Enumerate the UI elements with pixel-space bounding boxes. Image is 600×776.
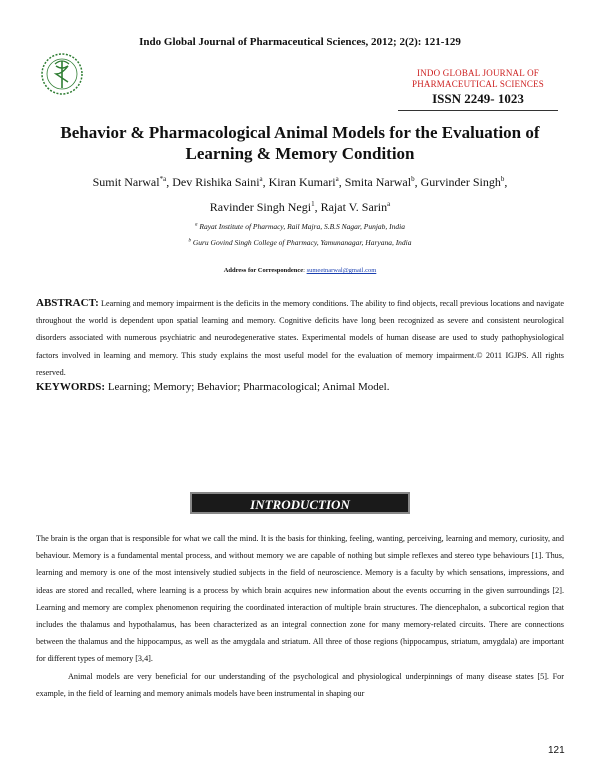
author-line-2: Ravinder Singh Negi$^1$, Rajat V. Sarin$^a$ [209, 200, 391, 214]
issn: ISSN 2249- 1023 [432, 91, 524, 106]
keywords-label: KEYWORDS: [36, 381, 106, 393]
affiliation-b [30, 238, 570, 247]
correspondence-email-link[interactable]: sumeetnarwal@gmail.com [306, 267, 377, 274]
caduceus-seal-icon [40, 52, 84, 96]
keywords [36, 381, 564, 393]
affiliation-sup: a [195, 222, 198, 228]
author-name: Smita Narwal [344, 175, 412, 189]
paragraph: Animal models are very beneficial for our understanding of the psychological and physiological underpinnings of many disease states [5]. For example, in the field of learning and memory animals models have been instrumental in shaping our [36, 671, 564, 698]
journal-masthead [398, 68, 558, 107]
author-name: Ravinder Singh Negi [209, 200, 312, 214]
author-name: Dev Rishika Saini [172, 175, 260, 189]
affiliation-text: Guru Govind Singh College of Pharmacy, Yamunanagar, Haryana, India [192, 238, 412, 247]
affiliation-a [30, 222, 570, 231]
author-sup: a [259, 175, 263, 183]
masthead-divider [398, 110, 558, 111]
journal-name-line1: INDO GLOBAL JOURNAL OF [417, 68, 539, 78]
author-list [30, 170, 570, 220]
correspondence-label: Address for Correspondence [223, 267, 304, 274]
running-head: Indo Global Journal of Pharmaceutical Sciences, 2012; 2(2): 121-129 [139, 36, 461, 48]
abstract [36, 295, 564, 381]
author-sup: b [500, 175, 505, 183]
author-sup: b [411, 175, 415, 183]
abstract-text: Learning and memory impairment is the deficits in the memory conditions. The ability to find objects, recall previous locations and navigate throughout the world is dependent upon spatial learning and memory. Cognitive deficits have long been recognized as severe and consistent neurological disorders associated with numerous psychiatric and neurodegenerative states. Experimental models of human disease are used to study pathophysiological factors involved in learning and memory. This study explains the most useful model for the evaluation of memory impairment.© 2011 IGJPS. All rights reserved. [36, 299, 565, 377]
section-heading-introduction: INTRODUCTION [190, 492, 410, 514]
title-line-1: Behavior & Pharmacological Animal Models for the Evaluation of [60, 123, 540, 142]
author-name: Kiran Kumari [268, 175, 336, 189]
author-name: Gurvinder Singh [420, 175, 501, 189]
author-name: Sumit Narwal [92, 175, 160, 189]
author-sup: *a [159, 175, 167, 183]
affiliation-sup: b [188, 238, 191, 244]
paper-title [30, 122, 570, 164]
page-number: 121 [548, 745, 565, 756]
correspondence: Address for Correspondence: sumeetnarwal@gmail.com [223, 267, 377, 274]
affiliation-text: Rayat Institute of Pharmacy, Rail Majra, S.B.S Nagar, Punjab, India [199, 222, 405, 231]
journal-name-line2: PHARMACEUTICAL SCIENCES [411, 79, 545, 89]
keywords-text: Learning; Memory; Behavior; Pharmacological; Animal Model. [107, 381, 390, 393]
author-name: Rajat V. Sarin [320, 200, 388, 214]
author-sup: a [335, 175, 339, 183]
paragraph: The brain is the organ that is responsible for what we call the mind. It is the basis for thinking, feeling, wanting, perceiving, learning and memory, curiosity, and behaviour. Memory is a fundamental mental process, and without memory we are capable of nothing but simple reflexes and stereo type behaviours [1]. Thus, learning and memory is one of the most intensively studied subjects in the field of neuroscience. Memory is a faculty by which sensations, impressions, and ideas are stored and recalled, where learning is a process by which brain acquires new information about the events occurring in the given surroundings [2]. Learning and memory are complex phenomenon requiring the coordinated interaction of multiple brain structures. The diencephalon, a subcortical region that includes the thalamus and hypothalamus, has been characterized as an integral connection zone for many memory-related circuits. There are connections between the thalamus and the hippocampus, as well as the amygdala and striatum. All three of those regions (hippocampus, striatum, amygdala) are important for different types of memory [3,4]. [36, 534, 564, 664]
title-line-2: Learning & Memory Condition [185, 144, 415, 163]
author-sup: 1 [311, 200, 315, 208]
abstract-label: ABSTRACT: [36, 297, 99, 309]
introduction-body [36, 530, 564, 702]
author-sup: a [387, 200, 391, 208]
author-line-1: Sumit Narwal$^{*a}$, Dev Rishika Saini$^a$, Kiran Kumari$^a$, Smita Narwal$^b$, Gurvinder Singh$^b$, [92, 175, 508, 189]
